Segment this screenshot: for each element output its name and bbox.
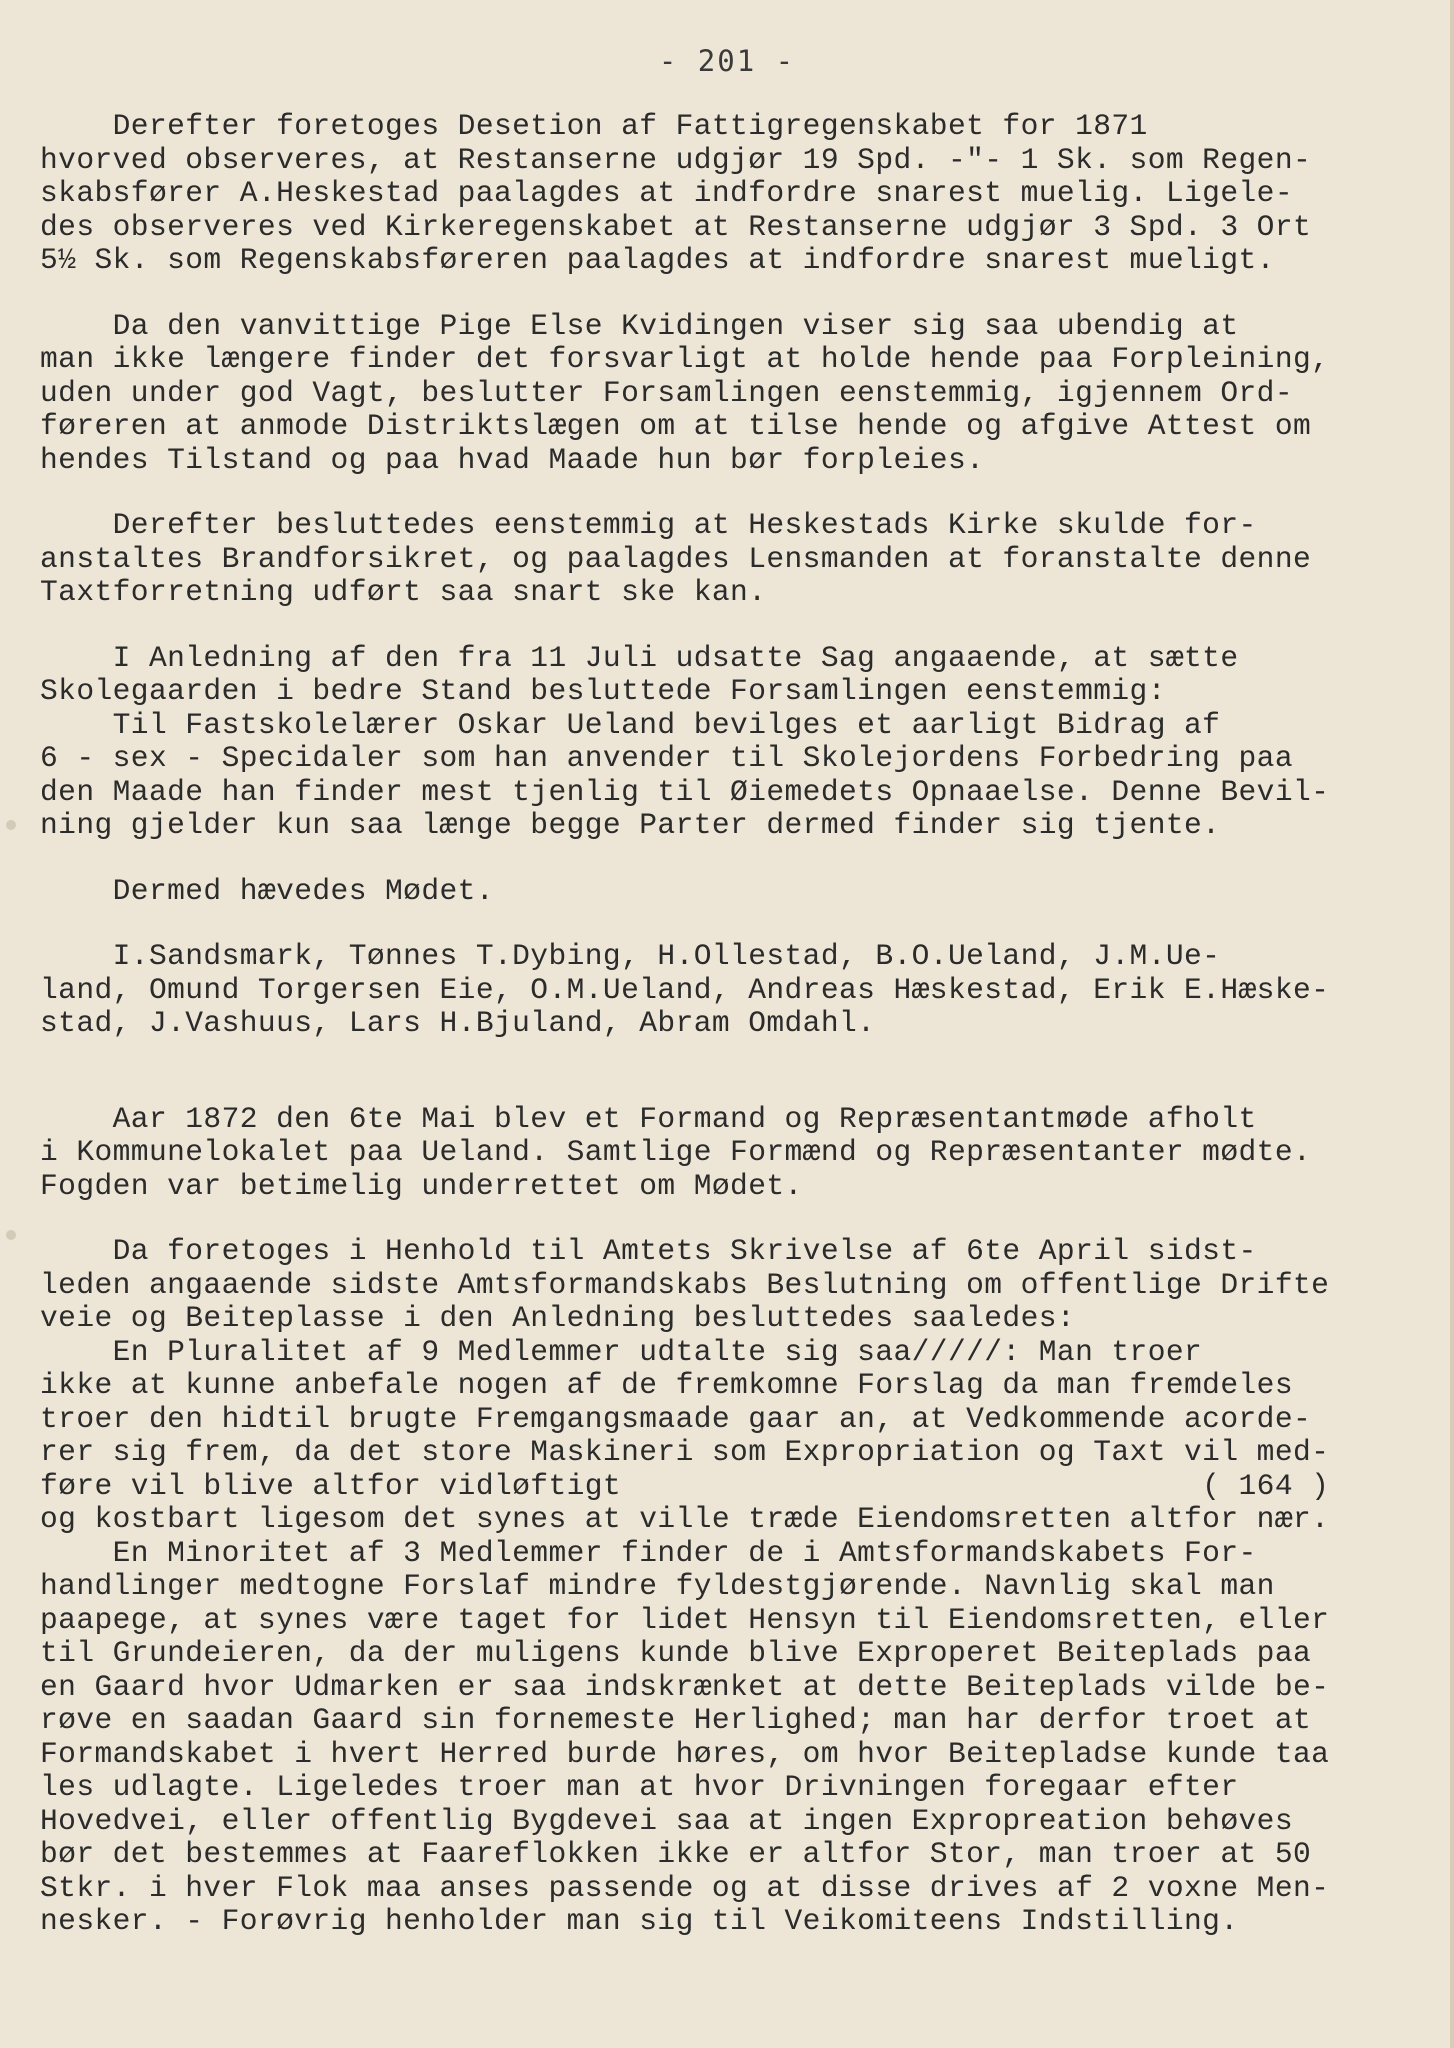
page-edge	[1450, 0, 1454, 2048]
text-line: troer den hidtil brugte Fremgangsmaade gaar an, at Vedkommende acorde-	[40, 1401, 1312, 1436]
paragraph	[40, 1103, 1420, 1204]
text-line: den Maade han finder mest tjenlig til Øiemedets Opnaaelse. Denne Bevil-	[40, 774, 1330, 809]
text-line: En Pluralitet af 9 Medlemmer udtalte sig saa/////: Man troer	[40, 1334, 1203, 1369]
text-line: til Grundeieren, da der muligens kunde blive Exproperet Beiteplads paa	[40, 1636, 1312, 1670]
text-line: Da den vanvittige Pige Else Kvidingen viser sig saa ubendig at	[40, 308, 1239, 343]
text-line: i Kommunelokalet paa Ueland. Samtlige Formænd og Repræsentanter mødte.	[40, 1135, 1312, 1169]
text-line: Derefter foretoges Desetion af Fattigregenskabet for 1871	[40, 109, 1148, 143]
text-line: man ikke længere finder det forsvarligt at holde hende paa Forpleining,	[40, 342, 1330, 376]
paragraph	[40, 875, 1420, 909]
text-line: skabsfører A.Heskestad paalagdes at indfordre snarest muelig. Ligele-	[40, 176, 1293, 210]
paragraph-gap	[40, 1041, 1420, 1103]
paragraph	[40, 110, 1420, 278]
text-line: I.Sandsmark, Tønnes T.Dybing, H.Ollestad, B.O.Ueland, J.M.Ue-	[40, 939, 1221, 973]
text-line: Fogden var betimelig underrettet om Mødet.	[40, 1168, 803, 1203]
text-line: handlinger medtogne Forslaf mindre fyldestgjørende. Navnlig skal man	[40, 1569, 1275, 1603]
text-line: En Minoritet af 3 Medlemmer finder de i Amtsformandskabets For-	[40, 1535, 1257, 1570]
text-line: 6 - sex - Specidaler som han anvender til Skolejordens Forbedring paa	[40, 741, 1293, 775]
text-line: paapege, at synes være taget for lidet Hensyn til Eiendomsretten, eller	[40, 1602, 1330, 1637]
paragraph	[40, 642, 1420, 843]
paragraph-gap	[40, 278, 1420, 310]
text-line: ning gjelder kun saa længe begge Parter dermed finder sig tjente.	[40, 808, 1221, 842]
paragraph-gap	[40, 1203, 1420, 1235]
document-body	[40, 110, 1420, 1939]
text-line: les udlagte. Ligeledes troer man at hvor Drivningen foregaar efter	[40, 1770, 1239, 1804]
text-line: rer sig frem, da det store Maskineri som Expropriation og Taxt vil med-	[40, 1435, 1330, 1469]
text-line: ikke at kunne anbefale nogen af de fremkomne Forslag da man fremdeles	[40, 1368, 1293, 1402]
text-line: land, Omund Torgersen Eie, O.M.Ueland, Andreas Hæskestad, Erik E.Hæske-	[40, 972, 1330, 1007]
text-line: Taxtforretning udført saa snart ske kan.	[40, 575, 767, 609]
text-line: hendes Tilstand og paa hvad Maade hun bør forpleies.	[40, 442, 985, 477]
paragraph-gap	[40, 908, 1420, 940]
text-line: Til Fastskolelærer Oskar Ueland bevilges et aarligt Bidrag af	[40, 707, 1221, 742]
text-line: bør det bestemmes at Faareflokken ikke er altfor Stor, man troer at 50	[40, 1837, 1312, 1871]
paragraph	[40, 509, 1420, 610]
text-line: des observeres ved Kirkeregenskabet at Restanserne udgjør 3 Spd. 3 Ort	[40, 209, 1312, 244]
text-line: og kostbart ligesom det synes at ville træde Eiendomsretten altfor nær.	[40, 1502, 1330, 1536]
text-line: føre vil blive altfor vidløftigt ( 164 )	[40, 1468, 1330, 1503]
paragraph-gap	[40, 843, 1420, 875]
paragraph	[40, 310, 1420, 478]
text-line: veie og Beiteplasse i den Anledning besluttedes saaledes:	[40, 1301, 1076, 1335]
text-line: Stkr. i hver Flok maa anses passende og at disse drives af 2 voxne Men-	[40, 1870, 1330, 1905]
punch-hole	[6, 1230, 16, 1240]
paragraph	[40, 940, 1420, 1041]
punch-hole	[6, 820, 16, 830]
text-line: Da foretoges i Henhold til Amtets Skrivelse af 6te April sidst-	[40, 1234, 1257, 1268]
text-line: Dermed hævedes Mødet.	[40, 873, 494, 908]
text-line: hvorved observeres, at Restanserne udgjør 19 Spd. -"- 1 Sk. som Regen-	[40, 142, 1312, 177]
text-line: føreren at anmode Distriktslægen om at tilse hende og afgive Attest om	[40, 409, 1312, 443]
text-line: nesker. - Forøvrig henholder man sig til Veikomiteens Indstilling.	[40, 1904, 1239, 1938]
text-line: Aar 1872 den 6te Mai blev et Formand og Repræsentantmøde afholt	[40, 1101, 1257, 1136]
text-line: 5½ Sk. som Regenskabsføreren paalagdes at indfordre snarest mueligt.	[40, 243, 1275, 277]
text-line: anstaltes Brandforsikret, og paalagdes Lensmanden at foranstalte denne	[40, 541, 1312, 576]
text-line: Skolegaarden i bedre Stand besluttede Forsamlingen eenstemmig:	[40, 674, 1166, 708]
text-line: uden under god Vagt, beslutter Forsamlingen eenstemmig, igjennem Ord-	[40, 375, 1293, 410]
page-number: - 201 -	[658, 44, 796, 78]
text-line: stad, J.Vashuus, Lars H.Bjuland, Abram Omdahl.	[40, 1006, 876, 1040]
text-line: leden angaaende sidste Amtsformandskabs Beslutning om offentlige Drifte	[40, 1267, 1330, 1302]
text-line: en Gaard hvor Udmarken er saa indskrænket at dette Beiteplads vilde be-	[40, 1669, 1330, 1704]
paragraph-gap	[40, 610, 1420, 642]
text-line: I Anledning af den fra 11 Juli udsatte Sag angaaende, at sætte	[40, 640, 1239, 675]
text-line: Derefter besluttedes eenstemmig at Heskestads Kirke skulde for-	[40, 508, 1257, 542]
text-line: Hovedvei, eller offentlig Bygdevei saa at ingen Expropreation behøves	[40, 1803, 1293, 1838]
text-line: røve en saadan Gaard sin fornemeste Herlighed; man har derfor troet at	[40, 1703, 1312, 1737]
paragraph	[40, 1235, 1420, 1939]
text-line: Formandskabet i hvert Herred burde høres, om hvor Beitepladse kunde taa	[40, 1736, 1330, 1771]
paragraph-gap	[40, 477, 1420, 509]
